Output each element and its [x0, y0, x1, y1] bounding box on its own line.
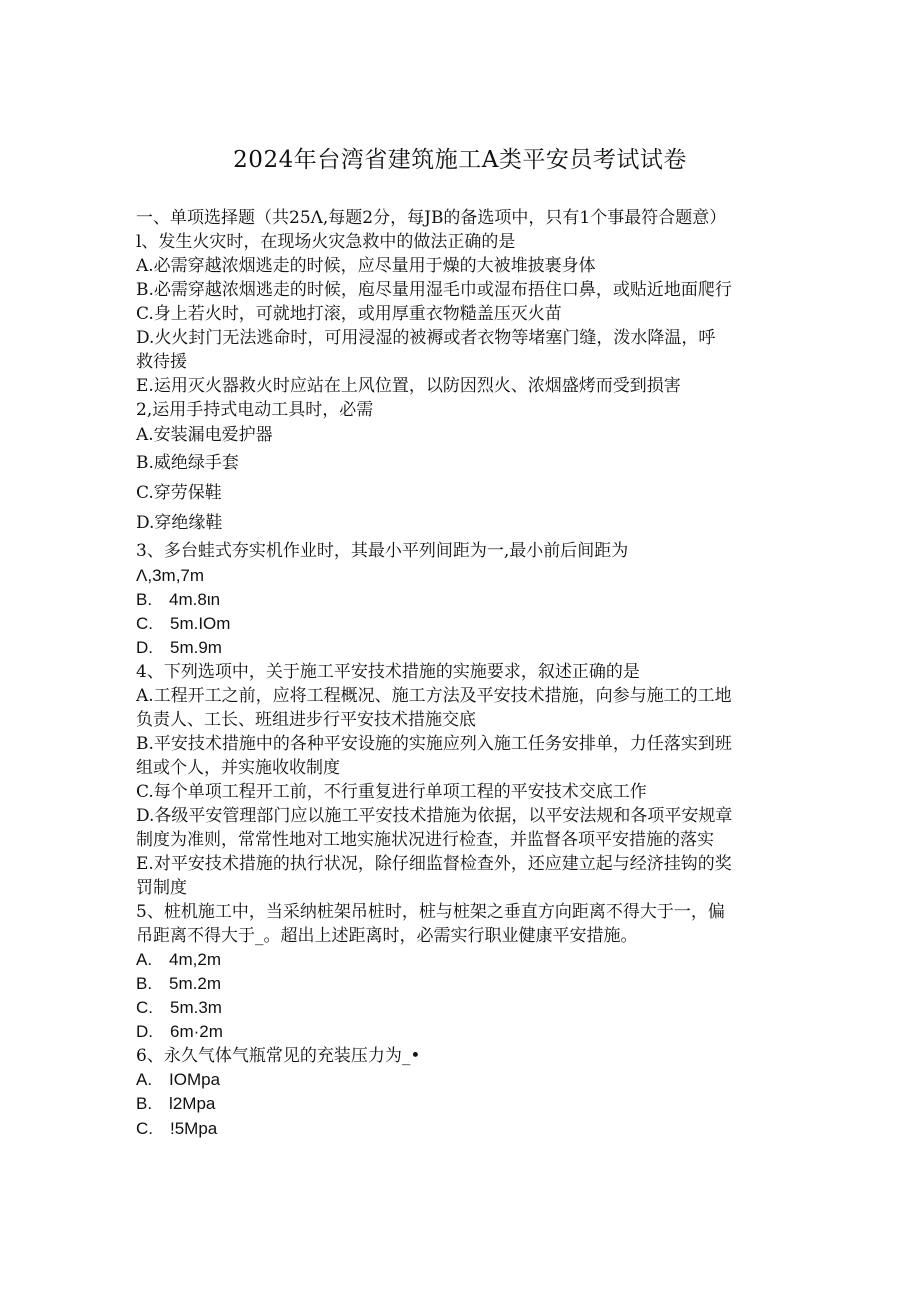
- answer-option: Λ,3m,7m: [136, 566, 205, 585]
- question-stem: l、发生火灾时，在现场火灾急救中的做法正确的是: [136, 232, 516, 252]
- answer-option: B.平安技术措施中的各种平安设施的实施应列入施工任务安排单，力任落实到班: [136, 734, 732, 754]
- answer-option-continuation: 救待援: [136, 352, 187, 372]
- answer-option: A.必需穿越浓烟逃走的时候，应尽量用于燥的大被堆披裹身体: [136, 256, 596, 276]
- answer-option-continuation: 制度为准则，常常性地对工地实施状况进行检查，并监督各项平安措施的落实: [136, 830, 714, 850]
- answer-option: E.对平安技术措施的执行状况，除仔细监督检查外，还应建立起与经济挂钩的奖: [136, 854, 732, 874]
- answer-option: B. l2Mpa: [136, 1094, 216, 1113]
- answer-option-continuation: 负责人、工长、班组进步行平安技术措施交底: [136, 710, 476, 730]
- answer-option: C. !5Mpa: [136, 1119, 218, 1138]
- answer-option: A. IOMpa: [136, 1070, 221, 1089]
- answer-option: B. 4m.8ιn: [136, 590, 221, 609]
- answer-option: C.每个单项工程开工前，不行重复进行单项工程的平安技术交底工作: [136, 782, 647, 802]
- exam-title: 2024年台湾省建筑施工A类平安员考试试卷: [233, 147, 687, 173]
- answer-option: C. 5m.3m: [136, 998, 222, 1017]
- answer-option: A.工程开工之前，应将工程概况、施工方法及平安技术措施，向参与施工的工地: [136, 686, 732, 706]
- question-stem: 3、多台蛙式夯实机作业时，其最小平列间距为一,最小前后间距为: [136, 541, 629, 561]
- question-stem: 4、下列选项中，关于施工平安技术措施的实施要求，叙述正确的是: [136, 662, 640, 682]
- question-stem: 6、永久气体气瓶常见的充装压力为_•: [136, 1046, 421, 1066]
- answer-option: C. 5m.IOm: [136, 614, 231, 633]
- answer-option: B.必需穿越浓烟逃走的时候，庖尽量用湿毛巾或湿布捂住口鼻，或贴近地面爬行: [136, 280, 732, 300]
- answer-option: D.穿绝缘鞋: [136, 513, 223, 533]
- answer-option: A.安装漏电爱护器: [136, 425, 273, 445]
- exam-body: [136, 206, 796, 1142]
- answer-option: D. 5m.9m: [136, 638, 222, 657]
- question-stem-continuation: 吊距离不得大于_。超出上述距离时，必需实行职业健康平安措施。: [136, 926, 638, 946]
- answer-option: C.穿劳保鞋: [136, 483, 222, 503]
- answer-option: B.威绝绿手套: [136, 453, 239, 473]
- answer-option-continuation: 罚制度: [136, 878, 187, 898]
- answer-option: D. 6m·2m: [136, 1022, 223, 1041]
- answer-option: A. 4m,2m: [136, 950, 222, 969]
- answer-option: E.运用灭火器救火时应站在上风位置，以防因烈火、浓烟盛烤而受到损害: [136, 376, 681, 396]
- question-stem: 2,运用手持式电动工具时，必需: [136, 400, 374, 420]
- answer-option: B. 5m.2m: [136, 974, 222, 993]
- answer-option: D.火火封门无法逃命时，可用浸湿的被褥或者衣物等堵塞门缝，泼水降温，呼: [136, 328, 716, 348]
- question-stem: 5、桩机施工中，当采纳桩架吊桩时，桩与桩架之垂直方向距离不得大于一，偏: [136, 902, 725, 922]
- answer-option-continuation: 组或个人，并实施收收制度: [136, 758, 340, 778]
- answer-option: C.身上若火时，可就地打滚，或用厚重衣物糙盖压灭火苗: [136, 304, 562, 324]
- answer-option: D.各级平安管理部门应以施工平安技术措施为依据，以平安法规和各项平安规章: [136, 806, 733, 826]
- section-heading: 一、单项选择题（共25Λ,每题2分，每JB的备选项中，只有1个事最符合题意）: [136, 208, 727, 228]
